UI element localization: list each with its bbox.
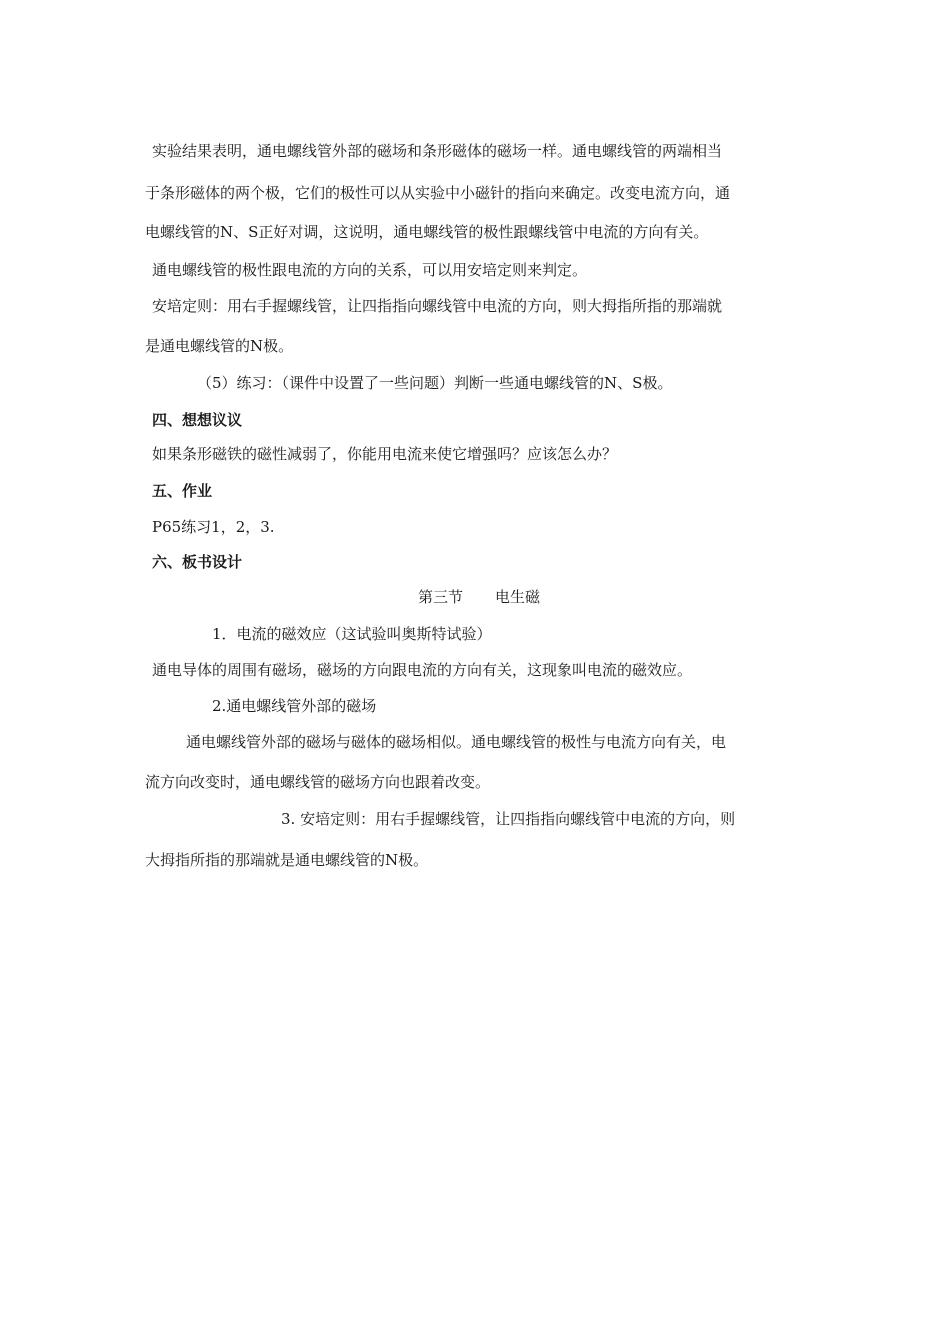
exercise-line: （5）练习：（课件中设置了一些问题）判断一些通电螺线管的N、S极。 [197,374,673,392]
section-body: P65练习1，2，3. [152,518,275,536]
paragraph-line: 是通电螺线管的N极。 [145,337,294,355]
section-heading: 五、作业 [152,482,213,500]
board-item-body: 通电螺线管外部的磁场与磁体的磁场相似。通电螺线管的极性与电流方向有关，电 [186,733,727,751]
section-body: 如果条形磁铁的磁性减弱了，你能用电流来使它增强吗？应该怎么办？ [152,445,618,463]
section-heading: 六、板书设计 [152,553,243,571]
paragraph-line: 电螺线管的N、S正好对调，这说明，通电螺线管的极性跟螺线管中电流的方向有关。 [145,223,709,241]
section-heading: 四、想想议议 [152,411,243,429]
board-title-right: 电生磁 [495,588,541,606]
board-item-body: 大拇指所指的那端就是通电螺线管的N极。 [145,851,429,869]
board-item-body: 通电导体的周围有磁场，磁场的方向跟电流的方向有关，这现象叫电流的磁效应。 [152,661,693,679]
board-item: 3. 安培定则：用右手握螺线管，让四指指向螺线管中电流的方向，则 [281,810,736,828]
paragraph-line: 通电螺线管的极性跟电流的方向的关系，可以用安培定则来判定。 [152,261,588,279]
board-item-body: 流方向改变时，通电螺线管的磁场方向也跟着改变。 [145,773,491,791]
board-item: 2.通电螺线管外部的磁场 [212,697,377,715]
board-title-left: 第三节 [418,588,464,606]
paragraph-line: 于条形磁体的两个极，它们的极性可以从实验中小磁针的指向来确定。改变电流方向，通 [145,184,731,202]
board-item: 1．电流的磁效应（这试验叫奥斯特试验） [212,625,492,643]
paragraph-line: 实验结果表明，通电螺线管外部的磁场和条形磁体的磁场一样。通电螺线管的两端相当 [152,142,723,160]
paragraph-line: 安培定则：用右手握螺线管，让四指指向螺线管中电流的方向，则大拇指所指的那端就 [152,297,723,315]
